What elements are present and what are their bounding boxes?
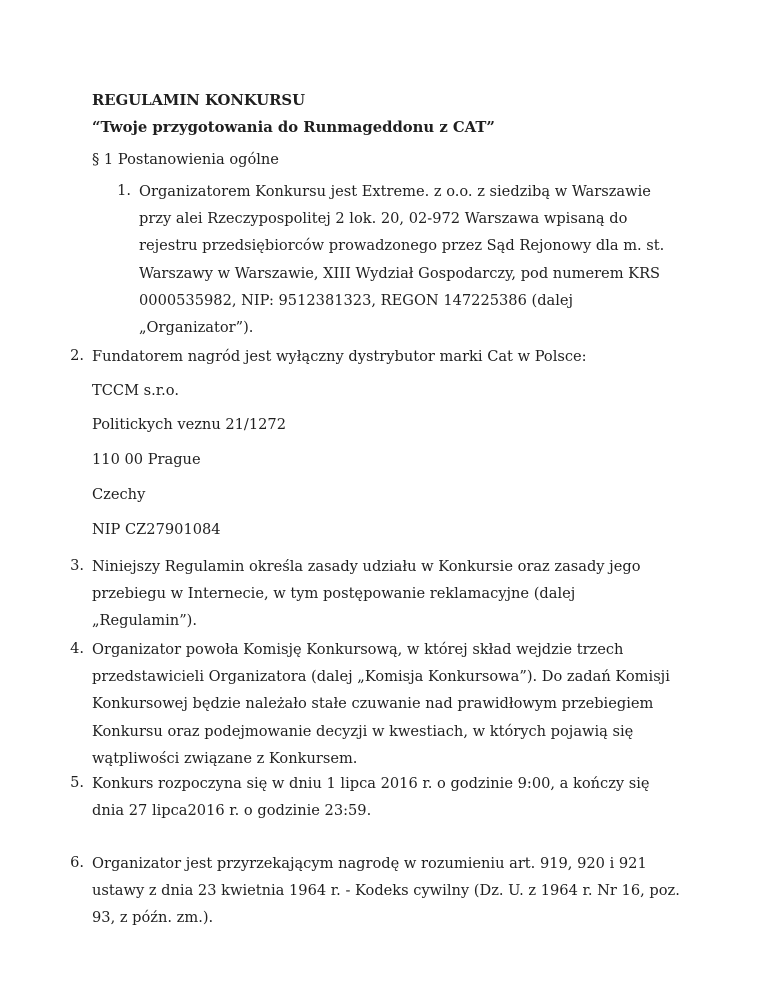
list-item	[70, 553, 692, 635]
list-item-line: Warszawy w Warszawie, XIII Wydział Gospodarczy, pod numerem KRS	[139, 264, 661, 282]
list-item-line: wątpliwości związane z Konkursem.	[92, 749, 358, 767]
list-item-line: przebiegu w Internecie, w tym postępowanie reklamacyjne (dalej	[92, 585, 576, 603]
address-line: 110 00 Prague	[92, 451, 201, 468]
list-item-line: „Regulamin”).	[92, 612, 197, 630]
list-item-line: Konkurs rozpoczyna się w dniu 1 lipca 2016 r. o godzinie 9:00, a kończy się	[92, 775, 650, 792]
address-line: Politickych veznu 21/1272	[92, 416, 286, 433]
list-item-line: ustawy z dnia 23 kwietnia 1964 r. - Kodeks cywilny (Dz. U. z 1964 r. Nr 16, poz.	[92, 882, 680, 900]
list-item-line: Organizator jest przyrzekającym nagrodę w rozumieniu art. 919, 920 i 921	[92, 855, 647, 872]
list-item-number: 5.	[70, 774, 84, 791]
list-item-line: Organizatorem Konkursu jest Extreme. z o.o. z siedzibą w Warszawie	[139, 183, 651, 200]
address-line: NIP CZ27901084	[92, 521, 221, 538]
list-item-line: Konkursowej będzie należało stałe czuwanie nad prawidłowym przebiegiem	[92, 695, 654, 713]
list-item-line: rejestru przedsiębiorców prowadzonego przez Sąd Rejonowy dla m. st.	[139, 237, 665, 255]
list-item-line: „Organizator”).	[139, 318, 254, 336]
list-item-line: 0000535982, NIP: 9512381323, REGON 147225386 (dalej	[139, 291, 574, 309]
list-item	[70, 770, 692, 824]
list-item-line: 93, z późn. zm.).	[92, 909, 214, 927]
list-item-line: przedstawicieli Organizatora (dalej „Komisja Konkursowa”). Do zadań Komisji	[92, 668, 670, 686]
list-item-number: 2.	[70, 347, 84, 364]
list-item-line: przy alei Rzeczypospolitej 2 lok. 20, 02-972 Warszawa wpisaną do	[139, 210, 628, 228]
list-item-number: 3.	[70, 557, 84, 574]
list-item-line: Fundatorem nagród jest wyłączny dystrybutor marki Cat w Polsce:	[92, 348, 587, 365]
list-item	[70, 343, 692, 370]
list-item-number: 6.	[70, 854, 84, 871]
list-item	[70, 850, 692, 932]
list-item	[70, 636, 692, 772]
address-line: TCCM s.r.o.	[92, 382, 179, 399]
list-item-line: dnia 27 lipca2016 r. o godzinie 23:59.	[92, 802, 372, 820]
list-item-line: Niniejszy Regulamin określa zasady udziału w Konkursie oraz zasady jego	[92, 558, 641, 575]
list-item-number: 4.	[70, 640, 84, 657]
document-title: REGULAMIN KONKURSU	[92, 92, 305, 109]
document-subtitle: “Twoje przygotowania do Runmageddonu z CAT”	[92, 119, 495, 136]
list-item-number: 1.	[117, 182, 131, 199]
list-item	[117, 178, 699, 341]
list-item-line: Organizator powoła Komisję Konkursową, w której skład wejdzie trzech	[92, 641, 624, 658]
list-item-line: Konkursu oraz podejmowanie decyzji w kwestiach, w których pojawią się	[92, 722, 634, 740]
address-line: Czechy	[92, 486, 146, 503]
section-heading: § 1 Postanowienia ogólne	[92, 151, 279, 168]
